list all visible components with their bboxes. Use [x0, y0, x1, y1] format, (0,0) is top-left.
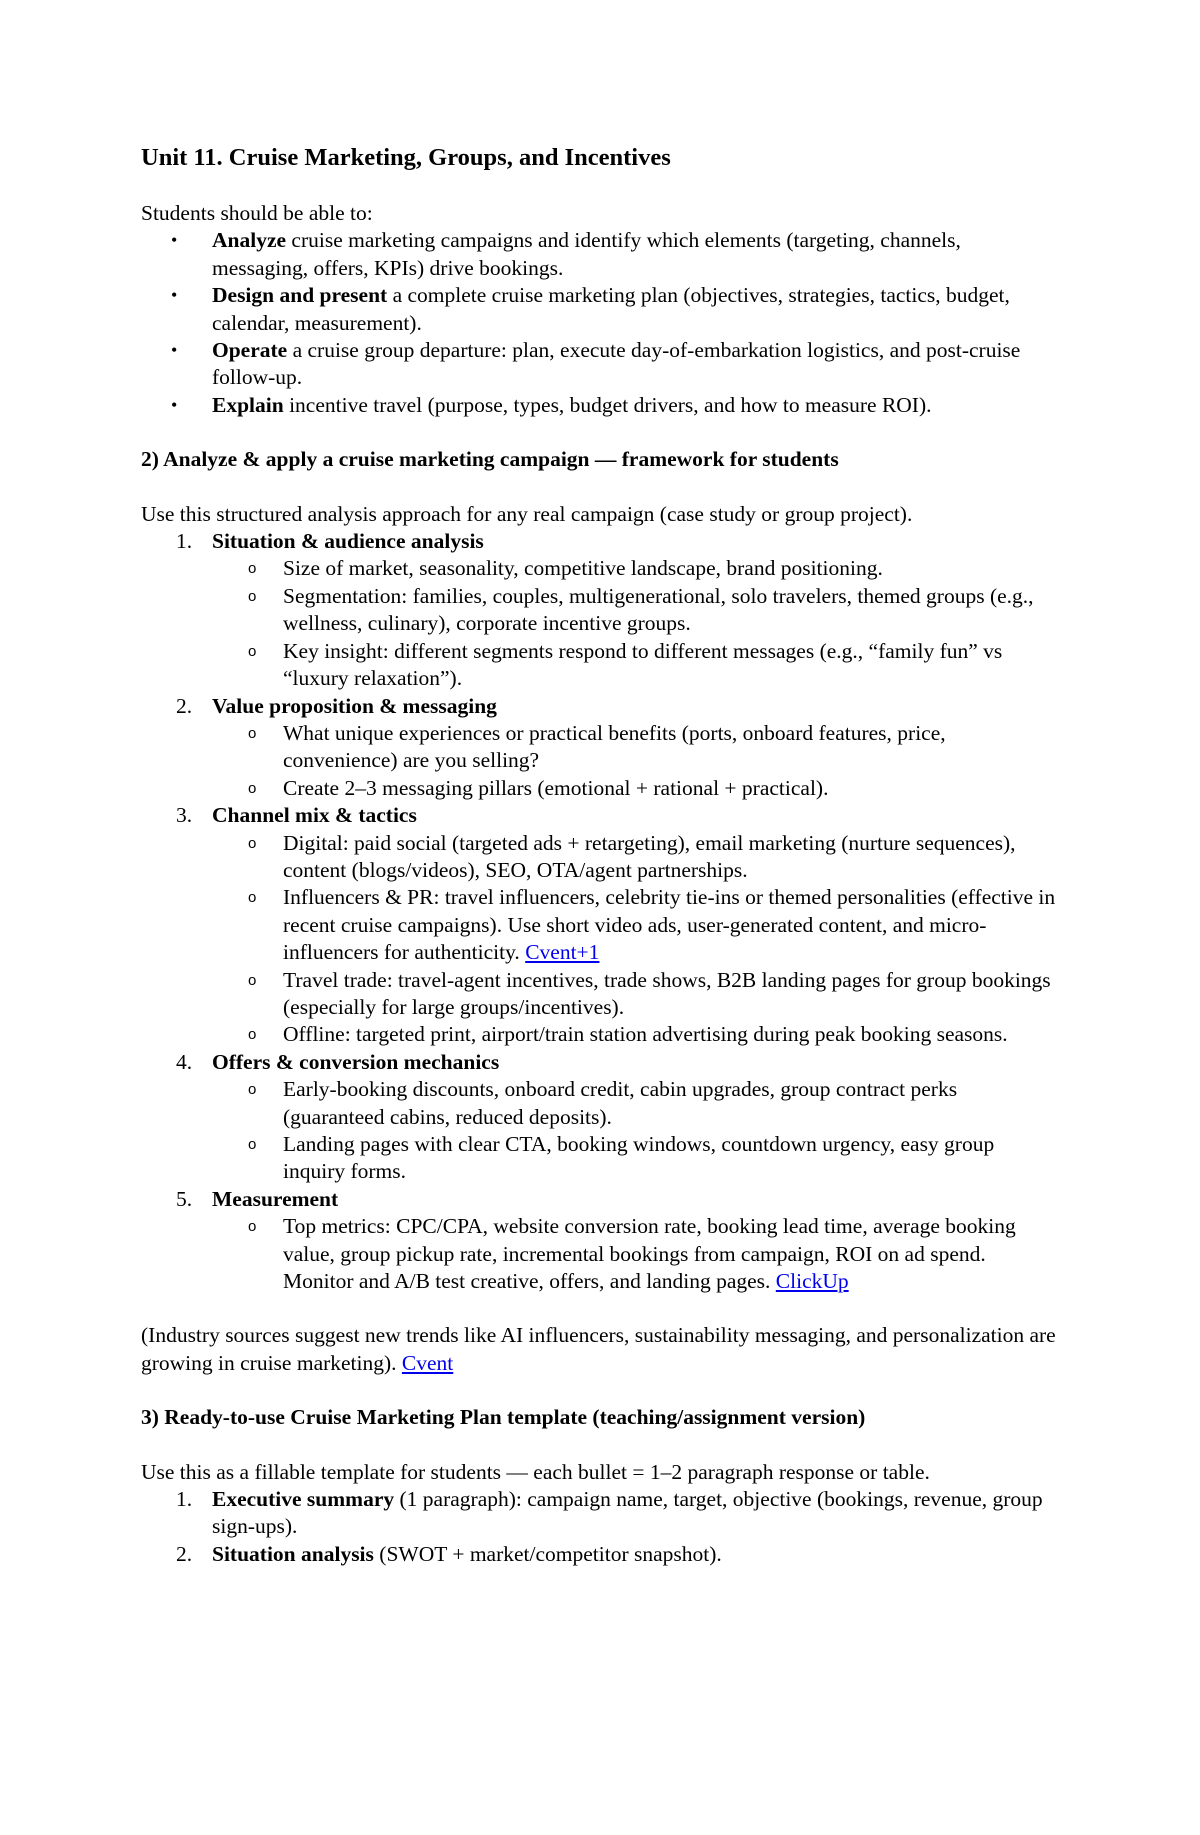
step-text: (1 paragraph): campaign name, target, objective (bookings, revenue, group sign-ups).	[212, 1487, 1043, 1539]
sub-item	[212, 1076, 1061, 1131]
circle-bullet-icon: o	[248, 724, 257, 742]
page-title: Unit 11. Cruise Marketing, Groups, and Incentives	[141, 144, 671, 171]
step-number: 2.	[176, 1541, 193, 1566]
circle-bullet-icon: o	[248, 1136, 257, 1153]
sub-item-text: Digital: paid social (targeted ads + retargeting), email marketing (nurture sequences), content (blogs/videos), SEO, OTA/agent partnerships.	[283, 830, 1016, 882]
step-title: Value proposition & messaging	[212, 693, 497, 718]
objective-keyword: Design and present	[212, 283, 388, 308]
step-title: Offers & conversion mechanics	[212, 1049, 500, 1074]
step-number: 4.	[176, 1049, 193, 1074]
sub-item-text: Size of market, seasonality, competitive landscape, brand positioning.	[283, 556, 883, 581]
framework-step	[141, 528, 1061, 692]
section3-heading: 3) Ready-to-use Cruise Marketing Plan template (teaching/assignment version)	[141, 1405, 866, 1430]
sub-item	[212, 884, 1061, 966]
framework-steps	[141, 528, 1061, 1295]
step-subitems	[212, 555, 1061, 692]
sub-item	[212, 1131, 1061, 1186]
objective-text: incentive travel (purpose, types, budget drivers, and how to measure ROI).	[283, 392, 932, 417]
bullet-icon: •	[171, 340, 178, 361]
step-subitems	[212, 1076, 1061, 1186]
sub-item-text: Offline: targeted print, airport/train station advertising during peak booking seasons.	[283, 1022, 1008, 1047]
circle-bullet-icon: o	[248, 1081, 257, 1099]
section3-lead: Use this as a fillable template for students — each bullet = 1–2 paragraph response or table.	[141, 1459, 930, 1484]
document-body	[141, 143, 1061, 1568]
sub-item	[212, 720, 1061, 775]
sub-item	[212, 638, 1061, 693]
circle-bullet-icon: o	[248, 1218, 257, 1236]
circle-bullet-icon: o	[248, 779, 257, 797]
objective-item	[141, 282, 1061, 337]
bullet-icon: •	[171, 285, 178, 306]
sub-item	[212, 583, 1061, 638]
framework-step	[141, 693, 1061, 803]
objective-keyword: Explain	[212, 392, 284, 417]
industry-note-text: (Industry sources suggest new trends like AI influencers, sustainability messaging, and personalization are growing in cruise marketing).	[141, 1323, 1056, 1375]
objective-text: a complete cruise marketing plan (objectives, strategies, tactics, budget, calendar, measurement).	[212, 283, 1010, 335]
step-number: 1.	[176, 529, 193, 554]
sub-item-text: What unique experiences or practical benefits (ports, onboard features, price, convenience) are you selling?	[283, 720, 946, 773]
sub-item	[212, 830, 1061, 885]
step-subitems	[212, 830, 1061, 1049]
step-number: 3.	[176, 803, 193, 828]
circle-bullet-icon: o	[248, 642, 257, 660]
sub-item-text: Early-booking discounts, onboard credit, cabin upgrades, group contract perks (guaranteed cabins, reduced deposits).	[283, 1077, 958, 1129]
sub-item-text: Segmentation: families, couples, multigenerational, solo travelers, themed groups (e.g., wellness, culinary), corporate incentive groups.	[283, 583, 1034, 636]
step-text: (SWOT + market/competitor snapshot).	[373, 1541, 722, 1566]
source-link[interactable]: ClickUp	[775, 1269, 849, 1294]
step-title: Channel mix & tactics	[212, 803, 417, 828]
objective-keyword: Operate	[212, 338, 288, 363]
step-title: Executive summary	[212, 1487, 395, 1512]
bullet-icon: •	[171, 394, 178, 415]
objectives-list	[141, 227, 1061, 419]
circle-bullet-icon: o	[248, 889, 257, 907]
step-title: Situation analysis	[212, 1541, 374, 1566]
framework-step	[141, 1186, 1061, 1296]
sub-item	[212, 555, 1061, 582]
sub-item-text: Create 2–3 messaging pillars (emotional + rational + practical).	[283, 775, 829, 800]
template-step	[141, 1486, 1061, 1541]
step-subitems	[212, 720, 1061, 802]
framework-step	[141, 1049, 1061, 1186]
step-number: 5.	[176, 1186, 193, 1211]
framework-step	[141, 802, 1061, 1049]
objective-text: cruise marketing campaigns and identify which elements (targeting, channels, messaging, offers, KPIs) drive bookings.	[212, 228, 961, 280]
circle-bullet-icon: o	[248, 834, 257, 852]
sub-item	[212, 775, 1061, 802]
step-title: Situation & audience analysis	[212, 529, 484, 554]
section2-lead: Use this structured analysis approach for any real campaign (case study or group project).	[141, 501, 913, 526]
circle-bullet-icon: o	[248, 1026, 257, 1044]
step-subitems	[212, 1213, 1061, 1295]
objective-keyword: Analyze	[212, 228, 287, 253]
template-step	[141, 1541, 1061, 1568]
intro-text: Students should be able to:	[141, 201, 373, 225]
sub-item-text: Landing pages with clear CTA, booking windows, countdown urgency, easy group inquiry forms.	[283, 1132, 995, 1184]
step-number: 2.	[176, 693, 193, 718]
sub-item	[212, 1213, 1061, 1295]
circle-bullet-icon: o	[248, 587, 257, 605]
sub-item-text: Travel trade: travel-agent incentives, trade shows, B2B landing pages for group bookings (especially for large groups/incentives).	[283, 967, 1051, 1019]
section2-heading: 2) Analyze & apply a cruise marketing campaign — framework for students	[141, 447, 839, 472]
source-link-cvent[interactable]: Cvent	[401, 1350, 454, 1375]
circle-bullet-icon: o	[248, 560, 257, 578]
source-link[interactable]: Cvent+1	[525, 940, 600, 965]
sub-item-text: Top metrics: CPC/CPA, website conversion rate, booking lead time, average booking value, group pickup rate, incremental bookings from campaign, ROI on ad spend. Monitor and A/B test creative, offers, and landing pages.	[283, 1214, 1016, 1294]
sub-item-text: Influencers & PR: travel influencers, celebrity tie-ins or themed personalities (effective in recent cruise campaigns). Use short video ads, user-generated content, and micro-influencers for authenticity.	[283, 885, 1056, 965]
sub-item	[212, 967, 1061, 1022]
step-title: Measurement	[212, 1186, 339, 1211]
circle-bullet-icon: o	[248, 971, 257, 989]
sub-item-text: Key insight: different segments respond to different messages (e.g., “family fun” vs “luxury relaxation”).	[283, 638, 1003, 691]
step-number: 1.	[176, 1487, 193, 1512]
objective-item	[141, 392, 1061, 419]
objective-text: a cruise group departure: plan, execute day-of-embarkation logistics, and post-cruise follow-up.	[212, 338, 1021, 390]
bullet-icon: •	[171, 230, 178, 251]
industry-note	[141, 1322, 1061, 1377]
objective-item	[141, 337, 1061, 392]
sub-item	[212, 1021, 1061, 1048]
template-steps	[141, 1486, 1061, 1568]
objective-item	[141, 227, 1061, 282]
